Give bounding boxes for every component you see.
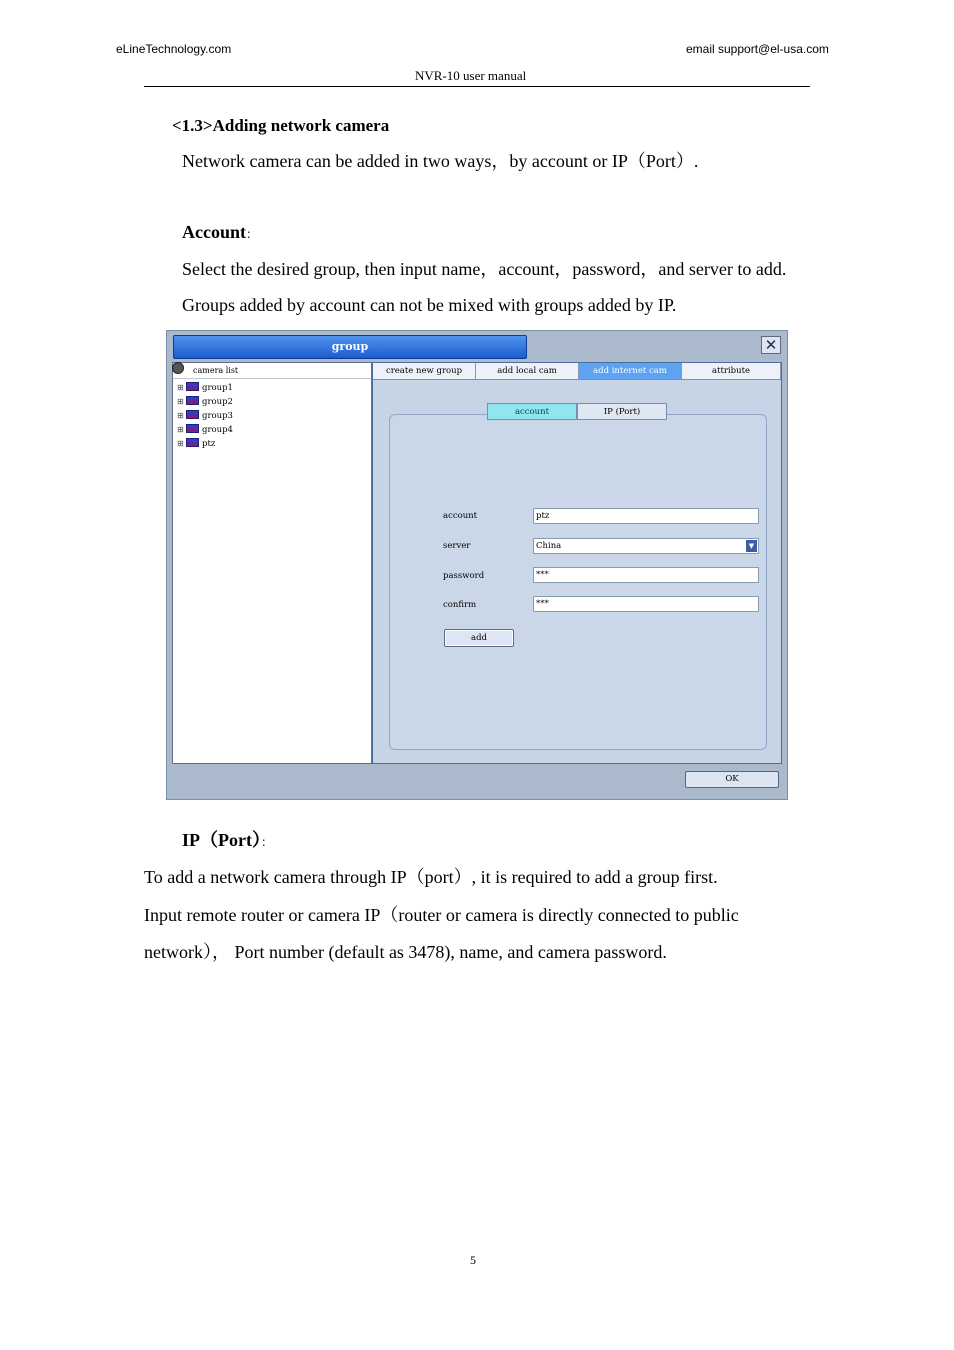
folder-icon — [186, 410, 199, 419]
server-value: China — [536, 541, 562, 551]
server-select[interactable] — [533, 538, 759, 554]
account-line-1: Select the desired group, then input name，account，password，and server to add. — [182, 259, 787, 279]
account-heading: Account — [182, 222, 246, 242]
account-field[interactable]: ptz — [533, 508, 759, 524]
group-dialog-screenshot — [166, 330, 788, 800]
account-label: account — [443, 511, 478, 521]
tree-item-label: ptz — [202, 439, 216, 449]
intro-text: Network camera can be added in two ways，by account or IP（Port）. — [182, 151, 699, 171]
ip-line-2: Input remote router or camera IP（router or camera is directly connected to public — [144, 905, 739, 925]
camera-list-label: camera list — [173, 363, 371, 379]
expand-icon[interactable]: ⊞ — [177, 425, 184, 434]
expand-icon[interactable]: ⊞ — [177, 411, 184, 420]
ip-colon: ： — [260, 835, 273, 849]
section-heading: <1.3>Adding network camera — [172, 116, 390, 135]
tree-item-label: group3 — [202, 411, 233, 421]
folder-icon — [186, 382, 199, 391]
tree-item-group3[interactable] — [177, 409, 233, 422]
header-rule — [144, 86, 810, 87]
ip-heading-line — [182, 829, 273, 853]
expand-icon[interactable]: ⊞ — [177, 383, 184, 392]
ip-line-3: network）， Port number (default as 3478), name, and camera password. — [144, 942, 667, 962]
password-field[interactable]: *** — [533, 567, 759, 583]
header-site: eLineTechnology.com — [116, 42, 232, 56]
account-line-2: Groups added by account can not be mixed with groups added by IP. — [182, 295, 677, 315]
tree-item-group1[interactable] — [177, 381, 233, 394]
confirm-label: confirm — [443, 600, 477, 610]
tab-add-local-cam[interactable]: add local cam — [476, 363, 579, 380]
account-heading-line — [182, 221, 258, 245]
camera-group-icon — [186, 438, 199, 447]
tree-item-ptz[interactable] — [177, 437, 215, 450]
folder-icon — [186, 424, 199, 433]
add-button[interactable]: add — [444, 629, 514, 647]
settings-panel — [372, 362, 782, 764]
account-form-frame — [389, 414, 767, 750]
subtab-ip-port[interactable]: IP (Port) — [577, 403, 667, 420]
tab-add-internet-cam[interactable]: add internet cam — [579, 363, 682, 380]
page-number: 5 — [470, 1253, 476, 1267]
radio-icon[interactable] — [172, 362, 184, 374]
header-email: email support@el-usa.com — [686, 42, 829, 56]
tree-item-group4[interactable] — [177, 423, 233, 436]
camera-list-panel — [172, 362, 372, 764]
expand-icon[interactable]: ⊞ — [177, 397, 184, 406]
expand-icon[interactable]: ⊞ — [177, 439, 184, 448]
tree-item-group2[interactable] — [177, 395, 233, 408]
ip-line-1: To add a network camera through IP（port）, it is required to add a group first. — [144, 867, 718, 887]
tree-item-label: group2 — [202, 397, 233, 407]
chevron-down-icon[interactable]: ▼ — [746, 540, 757, 552]
tab-create-new-group[interactable]: create new group — [373, 363, 476, 380]
dialog-title: group — [173, 335, 527, 359]
confirm-field[interactable]: *** — [533, 596, 759, 612]
close-icon[interactable]: ✕ — [761, 336, 781, 354]
tree-item-label: group1 — [202, 383, 233, 393]
subtab-account[interactable]: account — [487, 403, 577, 420]
folder-icon — [186, 396, 199, 405]
password-label: password — [443, 571, 485, 581]
ip-heading: IP（Port） — [182, 830, 261, 850]
tab-attribute[interactable]: attribute — [682, 363, 781, 380]
tree-item-label: group4 — [202, 425, 233, 435]
account-colon: ： — [246, 227, 259, 241]
header-title: NVR-10 user manual — [415, 68, 527, 83]
ok-button[interactable]: OK — [685, 771, 779, 788]
server-label: server — [443, 541, 471, 551]
